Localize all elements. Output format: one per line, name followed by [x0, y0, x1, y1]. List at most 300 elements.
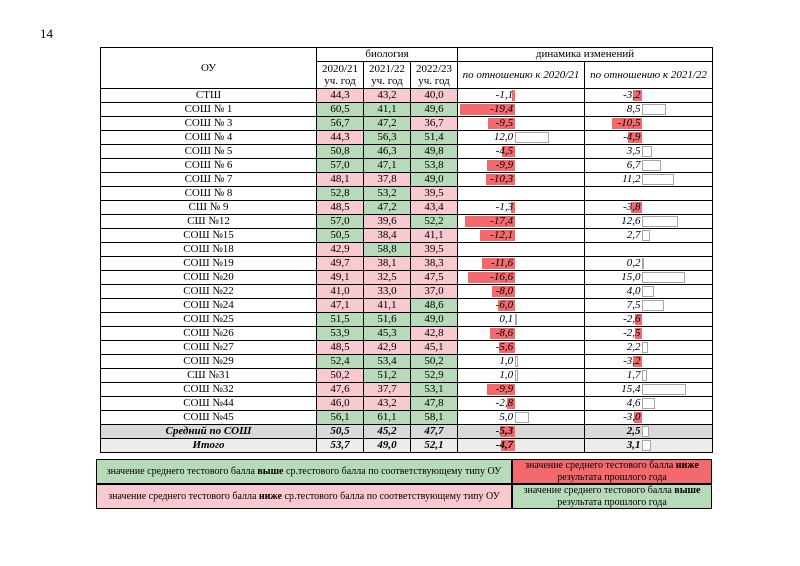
dynamics-cell [458, 229, 585, 243]
dynamics-cell [585, 369, 713, 383]
school-name: СОШ №32 [101, 383, 317, 397]
score-cell: 48,5 [317, 341, 364, 355]
dynamics-cell [458, 145, 585, 159]
table-row [101, 285, 713, 299]
dynamics-wrap [585, 89, 712, 102]
dynamics-value: 1,7 [626, 369, 641, 381]
dynamics-cell [585, 131, 713, 145]
table-row [101, 271, 713, 285]
dynamics-cell [458, 383, 585, 397]
score-cell: 60,5 [317, 103, 364, 117]
dynamics-wrap [458, 411, 584, 424]
score-cell: 57,0 [317, 159, 364, 173]
score-cell: 50,5 [317, 229, 364, 243]
table-row [101, 243, 713, 257]
dynamics-cell [585, 313, 713, 327]
dynamics-cell [585, 257, 713, 271]
dynamics-wrap [585, 355, 712, 368]
dynamics-cell [585, 327, 713, 341]
column-group-biology: биология [317, 48, 458, 62]
score-cell: 49,8 [411, 145, 458, 159]
table-row [101, 411, 713, 425]
dynamics-cell [585, 285, 713, 299]
dynamics-wrap [585, 383, 712, 396]
score-cell: 58,8 [364, 243, 411, 257]
table-row [101, 89, 713, 103]
score-cell: 47,8 [411, 397, 458, 411]
score-cell: 56,3 [364, 131, 411, 145]
dynamics-wrap [458, 271, 584, 284]
dynamics-cell [585, 341, 713, 355]
dynamics-cell [585, 89, 713, 103]
dynamics-value: -9,5 [495, 117, 514, 129]
table-row [101, 215, 713, 229]
dynamics-wrap [585, 117, 712, 130]
score-cell: 53,2 [364, 187, 411, 201]
score-cell: 43,4 [411, 201, 458, 215]
table-row [101, 145, 713, 159]
dynamics-cell [458, 257, 585, 271]
positive-bar [642, 160, 661, 171]
score-cell: 49,0 [364, 439, 411, 453]
score-cell: 56,1 [317, 411, 364, 425]
dynamics-wrap [585, 131, 712, 144]
dynamics-cell [458, 341, 585, 355]
dynamics-value: -17,4 [490, 215, 514, 227]
score-cell: 40,0 [411, 89, 458, 103]
positive-bar [642, 104, 666, 115]
positive-bar [642, 258, 644, 269]
dynamics-value: -3,2 [623, 89, 641, 101]
school-name: Средний по СОШ [101, 425, 317, 439]
score-cell: 41,1 [364, 299, 411, 313]
positive-bar [515, 132, 549, 143]
legend-text: значение среднего тестового балла ниже результата прошлого года [525, 460, 699, 483]
dynamics-value: -2,6 [623, 313, 641, 325]
score-cell: 42,9 [317, 243, 364, 257]
score-cell: 45,3 [364, 327, 411, 341]
table-row [101, 313, 713, 327]
dynamics-cell [458, 173, 585, 187]
dynamics-value: -5,3 [495, 425, 514, 437]
score-cell: 49,6 [411, 103, 458, 117]
score-cell: 53,4 [364, 355, 411, 369]
table-row [101, 187, 713, 201]
column-header-year-2020-21: 2020/21 уч. год [317, 62, 364, 89]
positive-bar [642, 384, 686, 395]
dynamics-value: -2,8 [495, 397, 514, 409]
table-row [101, 201, 713, 215]
score-cell: 49,7 [317, 257, 364, 271]
score-cell: 45,1 [411, 341, 458, 355]
column-header-dynamics-vs-2020-21: по отношению к 2020/21 [458, 62, 585, 89]
dynamics-cell [585, 397, 713, 411]
dynamics-cell [585, 173, 713, 187]
dynamics-wrap [585, 173, 712, 186]
school-name: СОШ №24 [101, 299, 317, 313]
positive-bar [642, 272, 685, 283]
table-row [101, 355, 713, 369]
dynamics-wrap [585, 159, 712, 172]
dynamics-value: -9,9 [495, 159, 514, 171]
score-cell: 50,8 [317, 145, 364, 159]
school-name: СОШ №22 [101, 285, 317, 299]
column-group-dynamics: динамика изменений [458, 48, 713, 62]
table-row [101, 117, 713, 131]
school-name: СОШ №44 [101, 397, 317, 411]
school-name: СОШ № 1 [101, 103, 317, 117]
score-cell: 39,5 [411, 187, 458, 201]
score-cell: 46,3 [364, 145, 411, 159]
dynamics-wrap [458, 369, 584, 382]
dynamics-wrap [585, 411, 712, 424]
dynamics-wrap [458, 145, 584, 158]
dynamics-cell [458, 271, 585, 285]
dynamics-cell [458, 411, 585, 425]
score-cell: 39,6 [364, 215, 411, 229]
dynamics-cell [585, 145, 713, 159]
page-number: 14 [40, 26, 53, 41]
dynamics-value: 1,0 [499, 369, 514, 381]
column-header-year-2021-22: 2021/22 уч. год [364, 62, 411, 89]
score-cell: 50,2 [411, 355, 458, 369]
dynamics-wrap [458, 397, 584, 410]
dynamics-wrap [458, 285, 584, 298]
dynamics-value: 3,1 [626, 439, 641, 451]
score-cell: 33,0 [364, 285, 411, 299]
dynamics-wrap [458, 257, 584, 270]
dynamics-value: -2,5 [623, 327, 641, 339]
dynamics-wrap [585, 215, 712, 228]
score-cell: 47,2 [364, 201, 411, 215]
dynamics-value: 7,5 [626, 299, 641, 311]
score-cell: 57,0 [317, 215, 364, 229]
dynamics-wrap [585, 299, 712, 312]
score-cell: 41,1 [364, 103, 411, 117]
legend-below-last-year [512, 459, 712, 484]
dynamics-value: -3,8 [623, 201, 641, 213]
score-cell: 50,5 [317, 425, 364, 439]
dynamics-value: -8,0 [495, 285, 514, 297]
dynamics-wrap [458, 201, 584, 214]
score-cell: 51,2 [364, 369, 411, 383]
score-cell: 46,0 [317, 397, 364, 411]
positive-bar [515, 412, 529, 423]
dynamics-cell [458, 397, 585, 411]
dynamics-value: -11,6 [490, 257, 514, 269]
legend [96, 459, 712, 509]
positive-bar [642, 426, 649, 437]
school-name: СОШ №45 [101, 411, 317, 425]
dynamics-wrap [458, 355, 584, 368]
dynamics-wrap [458, 229, 584, 242]
dynamics-wrap [585, 103, 712, 116]
school-name: СОШ № 5 [101, 145, 317, 159]
dynamics-value: 0,1 [499, 313, 514, 325]
dynamics-value: 15,4 [621, 383, 641, 395]
dynamics-cell [458, 131, 585, 145]
score-cell: 51,4 [411, 131, 458, 145]
dynamics-wrap [585, 397, 712, 410]
dynamics-cell [585, 411, 713, 425]
school-name: СОШ №20 [101, 271, 317, 285]
column-header-ou: ОУ [101, 48, 317, 89]
school-name: СОШ № 8 [101, 187, 317, 201]
table-row [101, 229, 713, 243]
dynamics-cell [458, 117, 585, 131]
table-row [101, 383, 713, 397]
dynamics-value: -8,6 [495, 327, 514, 339]
table-row [101, 103, 713, 117]
dynamics-value: 11,2 [622, 173, 641, 185]
score-cell: 53,7 [317, 439, 364, 453]
school-name: СОШ № 7 [101, 173, 317, 187]
scores-table [100, 47, 713, 453]
score-cell: 37,8 [364, 173, 411, 187]
score-cell: 45,2 [364, 425, 411, 439]
positive-bar [642, 174, 674, 185]
dynamics-wrap [458, 117, 584, 130]
dynamics-value: -19,4 [490, 103, 514, 115]
dynamics-value: 2,2 [626, 341, 641, 353]
score-cell: 47,5 [411, 271, 458, 285]
dynamics-value: 0,2 [626, 257, 641, 269]
dynamics-value: -1,3 [495, 201, 514, 213]
dynamics-wrap [585, 201, 712, 214]
score-cell: 52,4 [317, 355, 364, 369]
dynamics-wrap [585, 313, 712, 326]
positive-bar [642, 216, 678, 227]
legend-text: значение среднего тестового балла выше результата прошлого года [523, 485, 701, 508]
table-row [101, 299, 713, 313]
score-cell: 56,7 [317, 117, 364, 131]
dynamics-value: 12,0 [493, 131, 514, 143]
score-cell: 51,5 [317, 313, 364, 327]
dynamics-cell [585, 201, 713, 215]
score-cell: 58,1 [411, 411, 458, 425]
score-cell: 43,2 [364, 89, 411, 103]
score-cell: 44,3 [317, 89, 364, 103]
positive-bar [642, 300, 663, 311]
dynamics-wrap [458, 173, 584, 186]
school-name: СОШ №26 [101, 327, 317, 341]
dynamics-value: -1,1 [495, 89, 514, 101]
dynamics-cell [458, 243, 585, 257]
score-cell: 41,1 [411, 229, 458, 243]
dynamics-cell [458, 369, 585, 383]
dynamics-cell [458, 103, 585, 117]
column-header-year-2022-23: 2022/23 уч. год [411, 62, 458, 89]
score-cell: 52,8 [317, 187, 364, 201]
score-cell: 48,6 [411, 299, 458, 313]
score-cell: 49,0 [411, 173, 458, 187]
legend-text: значение среднего тестового балла выше ср.тестового балла по соответствующему типу ОУ [106, 465, 502, 477]
score-cell: 47,6 [317, 383, 364, 397]
dynamics-value: -4,5 [495, 145, 514, 157]
dynamics-cell [458, 89, 585, 103]
school-name: СШ №12 [101, 215, 317, 229]
dynamics-value: -4,7 [495, 439, 514, 451]
dynamics-value: -6,0 [495, 299, 514, 311]
table-row [101, 439, 713, 453]
column-header-dynamics-vs-2021-22: по отношению к 2021/22 [585, 62, 713, 89]
dynamics-value: 15,0 [621, 271, 641, 283]
dynamics-wrap [458, 313, 584, 326]
score-cell: 53,1 [411, 383, 458, 397]
score-cell: 43,2 [364, 397, 411, 411]
score-cell: 53,8 [411, 159, 458, 173]
dynamics-cell [458, 425, 585, 439]
dynamics-value: -12,1 [490, 229, 514, 241]
legend-above-last-year [512, 484, 712, 509]
legend-below-type-average [96, 484, 512, 509]
dynamics-cell [458, 159, 585, 173]
dynamics-cell [585, 159, 713, 173]
score-cell: 48,5 [317, 201, 364, 215]
dynamics-cell [458, 187, 585, 201]
positive-bar [642, 342, 648, 353]
dynamics-value: -10,5 [617, 117, 641, 129]
dynamics-cell [585, 439, 713, 453]
dynamics-cell [458, 299, 585, 313]
dynamics-wrap [585, 229, 712, 242]
dynamics-value: -3,2 [623, 355, 641, 367]
positive-bar [515, 370, 518, 381]
dynamics-cell [585, 355, 713, 369]
table-row [101, 397, 713, 411]
score-cell: 49,1 [317, 271, 364, 285]
dynamics-cell [585, 117, 713, 131]
dynamics-cell [458, 215, 585, 229]
dynamics-wrap [585, 341, 712, 354]
score-cell: 47,1 [317, 299, 364, 313]
score-cell: 53,9 [317, 327, 364, 341]
score-cell: 61,1 [364, 411, 411, 425]
score-cell: 49,0 [411, 313, 458, 327]
dynamics-value: 12,6 [621, 215, 641, 227]
score-cell: 37,0 [411, 285, 458, 299]
score-cell: 47,1 [364, 159, 411, 173]
dynamics-cell [458, 313, 585, 327]
dynamics-wrap [458, 131, 584, 144]
school-name: СШ №31 [101, 369, 317, 383]
score-cell: 32,5 [364, 271, 411, 285]
dynamics-cell [585, 103, 713, 117]
score-cell: 47,2 [364, 117, 411, 131]
dynamics-cell [585, 243, 713, 257]
table-row [101, 327, 713, 341]
score-cell: 38,4 [364, 229, 411, 243]
score-cell: 44,3 [317, 131, 364, 145]
dynamics-wrap [458, 341, 584, 354]
dynamics-wrap [585, 425, 712, 438]
positive-bar [515, 356, 518, 367]
dynamics-wrap [585, 271, 712, 284]
dynamics-wrap [585, 285, 712, 298]
dynamics-value: 8,5 [626, 103, 641, 115]
dynamics-value: 4,0 [626, 285, 641, 297]
dynamics-value: -5,6 [495, 341, 514, 353]
score-cell: 42,9 [364, 341, 411, 355]
school-name: СТШ [101, 89, 317, 103]
table-row [101, 257, 713, 271]
table-row [101, 369, 713, 383]
table-row [101, 131, 713, 145]
dynamics-cell [458, 201, 585, 215]
dynamics-wrap [585, 145, 712, 158]
school-name: СШ № 9 [101, 201, 317, 215]
dynamics-wrap [458, 103, 584, 116]
dynamics-cell [585, 215, 713, 229]
dynamics-value: 2,5 [626, 425, 641, 437]
dynamics-value: -10,3 [490, 173, 514, 185]
dynamics-value: -16,6 [490, 271, 514, 283]
score-cell: 52,1 [411, 439, 458, 453]
dynamics-cell [585, 229, 713, 243]
dynamics-wrap [458, 299, 584, 312]
dynamics-value: 1,0 [499, 355, 514, 367]
dynamics-cell [458, 327, 585, 341]
score-cell: 36,7 [411, 117, 458, 131]
dynamics-value: 3,5 [626, 145, 641, 157]
dynamics-cell [585, 187, 713, 201]
dynamics-wrap [458, 89, 584, 102]
table-body [101, 89, 713, 453]
school-name: СОШ №29 [101, 355, 317, 369]
score-cell: 52,2 [411, 215, 458, 229]
dynamics-cell [458, 439, 585, 453]
positive-bar [642, 286, 653, 297]
school-name: СОШ №15 [101, 229, 317, 243]
dynamics-value: 6,7 [626, 159, 641, 171]
table-row [101, 159, 713, 173]
table-row [101, 341, 713, 355]
score-cell: 50,2 [317, 369, 364, 383]
score-cell: 38,3 [411, 257, 458, 271]
dynamics-value: 5,0 [499, 411, 514, 423]
dynamics-value: -9,9 [495, 383, 514, 395]
header-row-groups [101, 48, 713, 62]
school-name: СОШ №18 [101, 243, 317, 257]
table-row [101, 425, 713, 439]
dynamics-value: 4,6 [626, 397, 641, 409]
dynamics-wrap [458, 439, 584, 452]
dynamics-cell [585, 383, 713, 397]
table-row [101, 173, 713, 187]
dynamics-cell [458, 355, 585, 369]
legend-text: значение среднего тестового балла ниже ср.тестового балла по соответствующему типу ОУ [108, 490, 500, 502]
dynamics-wrap [458, 327, 584, 340]
positive-bar [642, 230, 650, 241]
positive-bar [642, 370, 647, 381]
dynamics-value: 2,7 [626, 229, 641, 241]
school-name: СОШ №27 [101, 341, 317, 355]
positive-bar [642, 398, 655, 409]
positive-bar [642, 146, 652, 157]
school-name: СОШ № 3 [101, 117, 317, 131]
dynamics-wrap [585, 369, 712, 382]
dynamics-wrap [458, 425, 584, 438]
score-cell: 48,1 [317, 173, 364, 187]
school-name: СОШ № 6 [101, 159, 317, 173]
dynamics-wrap [585, 327, 712, 340]
positive-bar [515, 314, 517, 325]
legend-above-type-average [96, 459, 512, 484]
dynamics-wrap [458, 215, 584, 228]
score-cell: 39,5 [411, 243, 458, 257]
dynamics-cell [585, 425, 713, 439]
dynamics-wrap [585, 257, 712, 270]
